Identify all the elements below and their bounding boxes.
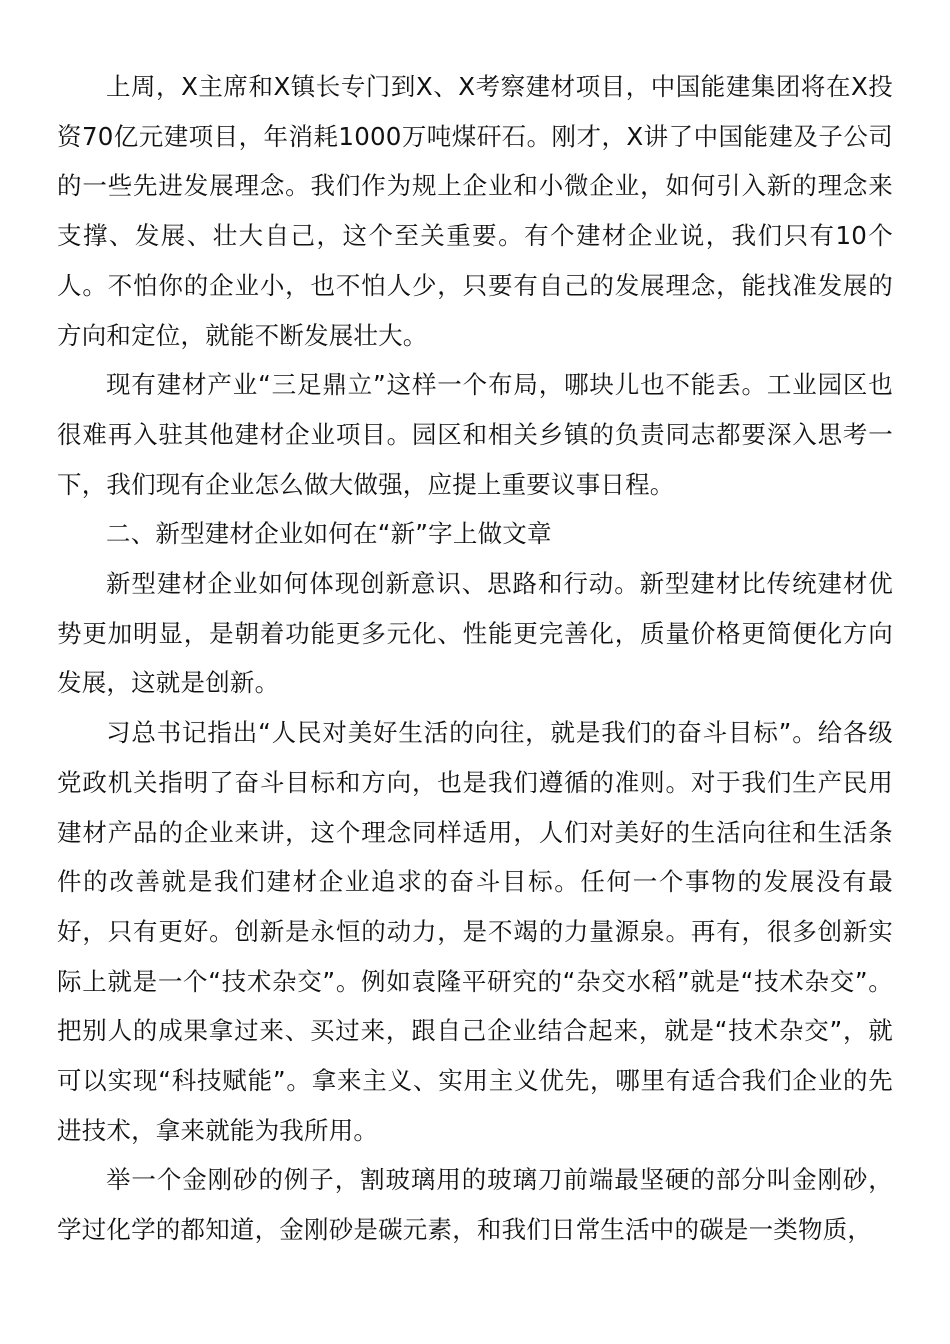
- paragraph-5: 举一个金刚砂的例子，割玻璃用的玻璃刀前端最坚硬的部分叫金刚砂，学过化学的都知道，金刚砂是碳元素，和我们日常生活中的碳是一类物质，: [57, 1165, 893, 1245]
- paragraph-2: 现有建材产业“三足鼎立”这样一个布局，哪块儿也不能丢。工业园区也很难再入驻其他建材企业项目。园区和相关乡镇的负责同志都要深入思考一下，我们现有企业怎么做大做强，应提上重要议事日程。: [57, 370, 893, 499]
- section-heading: 二、新型建材企业如何在“新”字上做文章: [106, 519, 552, 549]
- document-body: [57, 62, 893, 1255]
- paragraph-1: 上周，X主席和X镇长专门到X、X考察建材项目，中国能建集团将在X投资70亿元建项目，年消耗1000万吨煤矸石。刚才，X讲了中国能建及子公司的一些先进发展理念。我们作为规上企业和小微企业，如何引入新的理念来支撑、发展、壮大自己，这个至关重要。有个建材企业说，我们只有10个人。不怕你的企业小，也不怕人少，只要有自己的发展理念，能找准发展的方向和定位，就能不断发展壮大。: [57, 72, 893, 350]
- paragraph-4: 习总书记指出“人民对美好生活的向往，就是我们的奋斗目标”。给各级党政机关指明了奋斗目标和方向，也是我们遵循的准则。对于我们生产民用建材产品的企业来讲，这个理念同样适用，人们对美好的生活向往和生活条件的改善就是我们建材企业追求的奋斗目标。任何一个事物的发展没有最好，只有更好。创新是永恒的动力，是不竭的力量源泉。再有，很多创新实际上就是一个“技术杂交”。例如袁隆平研究的“杂交水稻”就是“技术杂交”。把别人的成果拿过来、买过来，跟自己企业结合起来，就是“技术杂交”，就可以实现“科技赋能”。拿来主义、实用主义优先，哪里有适合我们企业的先进技术，拿来就能为我所用。: [57, 718, 893, 1145]
- paragraph-3: 新型建材企业如何体现创新意识、思路和行动。新型建材比传统建材优势更加明显，是朝着功能更多元化、性能更完善化，质量价格更简便化方向发展，这就是创新。: [57, 569, 893, 698]
